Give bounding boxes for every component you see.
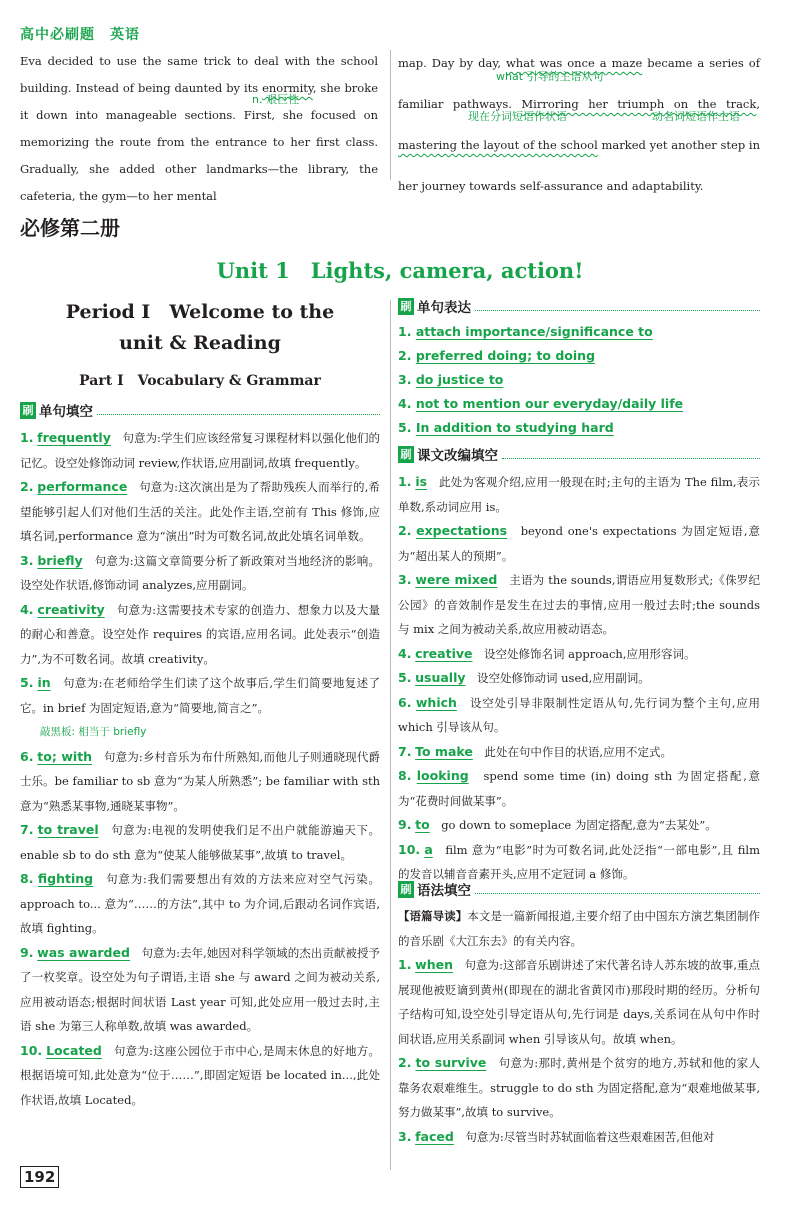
tip-note: 敲黑板: 相当于 briefly: [40, 726, 147, 738]
badge-icon: 刷: [20, 402, 36, 419]
answer-item: [398, 1125, 760, 1150]
item-explain: 主语为 the sounds,谓语应用复数形式;《侏罗纪公园》的音效制作是发生在过去的事情,应用一般过去时;the sounds 与 mix 之间为被动关系,故应用被动语态。: [398, 573, 761, 636]
item-explain: 句意为:那时,黄州是个贫穷的地方,苏轼和他的家人靠务农艰难维生。struggle to do sth 为固定搭配,意为“艰难地做某事,努力做某事”,故填 to survive。: [398, 1056, 761, 1119]
item-number: 4.: [398, 645, 412, 661]
express-item: [398, 344, 760, 368]
top-divider: [390, 50, 391, 180]
page-number: 192: [20, 1166, 59, 1188]
tr-a: map. Day by day,: [398, 56, 501, 70]
section-express: [398, 294, 760, 318]
running-header: [20, 24, 140, 44]
item-explain: spend some time (in) doing sth 为固定搭配,意为“花费时间做某事”。: [398, 769, 760, 808]
item-number: 6.: [398, 694, 412, 710]
item-explain: 句意为:这座公园位于市中心,是周末休息的好地方。根据语境可知,此处意为“位于……”,即固定短语 be located in...,此处作状语,故填 Located。: [20, 1043, 381, 1107]
item-answer: fighting: [37, 871, 94, 886]
item-number: 10.: [20, 1042, 43, 1058]
rewrite-list: [398, 470, 760, 887]
item-explain: 句意为:去年,她因对科学领域的杰出贡献被授予了一枚奖章。设空处为句子谓语,主语 she 与 award 之间为被动关系,应用被动语态;根据时间状语 Last year 可知,此处应用一般过去时,主语 she 为第三人称单数,故填 was awarded。: [20, 945, 381, 1033]
item-answer: usually: [415, 670, 466, 685]
item-explain: 句意为:尽管当时苏轼面临着这些艰难困苦,但他对: [465, 1129, 715, 1144]
section-grammar: [398, 877, 760, 901]
dots-divider: [502, 458, 760, 459]
tr-mastering: mastering the layout of the school: [398, 138, 598, 152]
answer-item: [20, 598, 380, 672]
item-number: 9.: [398, 817, 412, 832]
item-number: 9.: [20, 944, 34, 960]
answer-item: [20, 671, 380, 720]
item-explain: 句意为:这部音乐剧讲述了宋代著名诗人苏东坡的故事,重点展现他被贬谪到黄州(即现在的湖北省黄冈市)那段时期的经历。分析句子结构可知,设空处引导定语从句,先行词是 days,关系词在从句中作时间状语,应用关系副词 when 引导该从句。故填 when。: [398, 958, 761, 1046]
item-answer: is: [415, 474, 428, 489]
header-book: 高中必刷题: [20, 27, 95, 43]
note-master: 动名词短语作主语: [652, 110, 740, 123]
unit-title: Unit 1 Lights, camera, action!: [216, 258, 584, 283]
tr-comma: ,: [756, 97, 760, 111]
column-divider: [390, 300, 391, 1170]
answer-item: [20, 475, 380, 549]
item-answer: creativity: [37, 601, 105, 617]
left-answer-list: [20, 426, 380, 1112]
item-number: 3.: [398, 372, 412, 387]
item-number: 6.: [20, 748, 34, 764]
answer-item: [398, 691, 760, 740]
answer-item: [398, 642, 760, 667]
item-number: 10.: [398, 841, 421, 857]
item-answer: briefly: [37, 552, 83, 568]
item-number: 5.: [20, 675, 34, 690]
item-answer: looking: [416, 768, 469, 783]
express-item: [398, 392, 760, 416]
item-answer: to survive: [415, 1055, 487, 1070]
period-title-1: Period Ⅰ Welcome to the: [65, 301, 335, 323]
item-explain: 设空处引导非限制性定语从句,先行词为整个主句,应用 which 引导该从句。: [398, 695, 761, 734]
tr-c: became a series of familiar pathways.: [398, 56, 760, 111]
section-fill-title: 单句填空: [39, 404, 93, 420]
express-item: [398, 320, 760, 344]
item-answer: frequently: [37, 430, 111, 445]
book-title: 必修第二册: [20, 216, 120, 240]
answer-item: [20, 549, 380, 598]
top-left-text2: , she broke it down into manageable sections. First, she focused on memorizing the route from the entrance to her first class. Gradually, she added other landmarks—the library, the cafeteria, the gym—to her mental: [20, 81, 378, 203]
answer-item: [20, 867, 380, 941]
passage-intro: [398, 904, 760, 953]
item-explain: go down to someplace 为固定搭配,意为“去某处”。: [441, 818, 717, 832]
item-answer: expectations: [416, 523, 508, 538]
item-number: 5.: [398, 420, 412, 435]
item-answer: attach importance/significance to: [415, 324, 653, 339]
word-enormity: enormity: [262, 81, 313, 95]
item-explain: beyond one's expectations 为固定短语,意为“超出某人的预期”。: [398, 524, 761, 563]
item-answer: which: [415, 694, 457, 710]
answer-item: [398, 953, 760, 1051]
item-explain: 设空处修饰名词 approach,应用形容词。: [483, 646, 696, 661]
item-number: 1.: [398, 957, 412, 972]
item-number: 1.: [398, 324, 412, 339]
item-number: 7.: [398, 743, 412, 759]
item-number: 8.: [398, 768, 412, 783]
item-explain: 设空处修饰动词 used,应用副词。: [477, 671, 650, 685]
answer-item: [20, 941, 380, 1039]
intro-text: 本文是一篇新闻报道,主要介绍了由中国东方演艺集团制作的音乐剧《大江东去》的有关内容。: [398, 909, 760, 948]
answer-item: [398, 813, 760, 838]
express-item: [398, 416, 760, 440]
intro-label: 【语篇导读】: [398, 909, 468, 923]
answer-item: [398, 568, 760, 642]
item-answer: creative: [415, 645, 473, 661]
item-number: 8.: [20, 871, 34, 886]
period-title-2: unit & Reading: [119, 332, 281, 354]
item-number: 3.: [20, 552, 34, 568]
item-number: 4.: [398, 396, 412, 411]
tr-g: marked yet another step in her journey towards self-assurance and adaptability.: [398, 138, 761, 193]
item-answer: was awarded: [37, 944, 130, 960]
answer-item: [398, 764, 760, 813]
item-explain: 句意为:这次演出是为了帮助残疾人而举行的,希望能够引起人们对他们生活的关注。此处作主语,空前有 This 修饰,应填名词,performance 意为“演出”时为可数名词,故此处填名词单数。: [20, 480, 381, 543]
item-answer: faced: [415, 1128, 454, 1144]
section-rewrite-title: 课文改编填空: [417, 448, 498, 464]
item-number: 3.: [398, 572, 412, 587]
item-answer: performance: [37, 479, 128, 494]
section-rewrite: [398, 442, 760, 466]
item-explain: 句意为:我们需要想出有效的方法来应对空气污染。approach to... 意为“……的方法”,其中 to 为介词,后跟动名词作宾语,故填 fighting。: [20, 872, 381, 935]
item-number: 4.: [20, 601, 34, 617]
item-explain: film 意为“电影”时为可数名词,此处泛指“一部电影”,且 film 的发音以辅音音素开头,应用不定冠词 a 修饰。: [398, 842, 761, 881]
express-list: [398, 320, 760, 440]
item-number: 5.: [398, 670, 412, 685]
header-subject: 英语: [110, 27, 140, 43]
item-number: 2.: [398, 523, 412, 538]
item-explain: 句意为:乡村音乐为布什所熟知,而他儿子则通晓现代爵士乐。be familiar to sb 意为“为某人所熟悉”; be familiar with sth 意为“熟悉某事物,通晓某事物”。: [20, 749, 381, 813]
answer-item: [398, 519, 760, 568]
section-grammar-title: 语法填空: [417, 883, 471, 899]
answer-item: [398, 666, 760, 691]
item-answer: to travel: [37, 822, 99, 837]
item-number: 2.: [20, 479, 34, 494]
item-answer: preferred doing; to doing: [415, 348, 596, 363]
express-item: [398, 368, 760, 392]
answer-item: [398, 470, 760, 519]
answer-item: [20, 426, 380, 475]
answer-item: [20, 1039, 380, 1113]
item-explain: 句意为:在老师给学生们读了这个故事后,学生们简要地复述了它。in brief 为固定短语,意为“简要地,简言之”。: [20, 676, 381, 715]
badge-icon: 刷: [398, 446, 414, 463]
item-explain: 此处在句中作目的状语,应用不定式。: [484, 744, 672, 759]
dots-divider: [475, 310, 760, 311]
answer-item: [398, 740, 760, 765]
note-what: what 引导的主语从句: [496, 70, 604, 83]
grammar-list: [398, 904, 760, 1149]
item-answer: to: [415, 817, 430, 832]
tr-what-clause: what was once a maze: [505, 56, 643, 70]
item-answer: were mixed: [415, 572, 498, 587]
note-mirror: 现在分词短语作状语: [468, 110, 567, 123]
badge-icon: 刷: [398, 881, 414, 898]
item-explain: 句意为:这篇文章简要分析了新政策对当地经济的影响。设空处作状语,修饰动词 analyzes,应用副词。: [20, 553, 381, 592]
badge-icon: 刷: [398, 298, 414, 315]
item-number: 7.: [20, 822, 34, 837]
item-number: 3.: [398, 1128, 412, 1144]
part-title: Part Ⅰ Vocabulary & Grammar: [79, 373, 321, 389]
item-explain: 句意为:学生们应该经常复习课程材料以强化他们的记忆。设空处修饰动词 review,作状语,应用副词,故填 frequently。: [20, 431, 381, 470]
item-number: 1.: [20, 430, 34, 445]
top-left-text1: Eva decided to use the same trick to deal with the school building. Instead of being daunted by its: [20, 54, 378, 95]
item-answer: to; with: [37, 748, 93, 764]
item-explain: 此处为客观介绍,应用一般现在时;主句的主语为 The film,表示单数,系动词应用 is。: [398, 475, 761, 514]
top-left-column: [20, 48, 378, 210]
dots-divider: [475, 893, 760, 894]
answer-item: [20, 745, 380, 819]
dots-divider: [97, 414, 380, 415]
section-fill: [20, 398, 380, 422]
item-answer: a: [424, 841, 433, 857]
answer-item: [398, 1051, 760, 1125]
item-answer: do justice to: [415, 372, 504, 387]
section-express-title: 单句表达: [417, 300, 471, 316]
item-number: 2.: [398, 1055, 412, 1070]
item-answer: when: [415, 957, 453, 972]
item-number: 1.: [398, 474, 412, 489]
item-explain: 句意为:这需要技术专家的创造力、想象力以及大量的耐心和善意。设空处作 requires 的宾语,应用名词。此处表示“创造力”,为不可数名词。故填 creativity。: [20, 602, 381, 666]
item-number: 2.: [398, 348, 412, 363]
tr-mirroring: Mirroring her triumph on the track: [521, 97, 757, 111]
item-answer: To make: [415, 743, 473, 759]
item-answer: In addition to studying hard: [415, 420, 614, 435]
note-enormity: n. 艰巨性: [252, 93, 299, 106]
answer-item: [20, 818, 380, 867]
item-explain: 句意为:电视的发明使我们足不出户就能游遍天下。enable sb to do sth 意为“使某人能够做某事”,故填 to travel。: [20, 823, 381, 862]
item-answer: Located: [46, 1042, 102, 1058]
item-answer: not to mention our everyday/daily life: [415, 396, 684, 411]
item-answer: in: [37, 675, 51, 690]
